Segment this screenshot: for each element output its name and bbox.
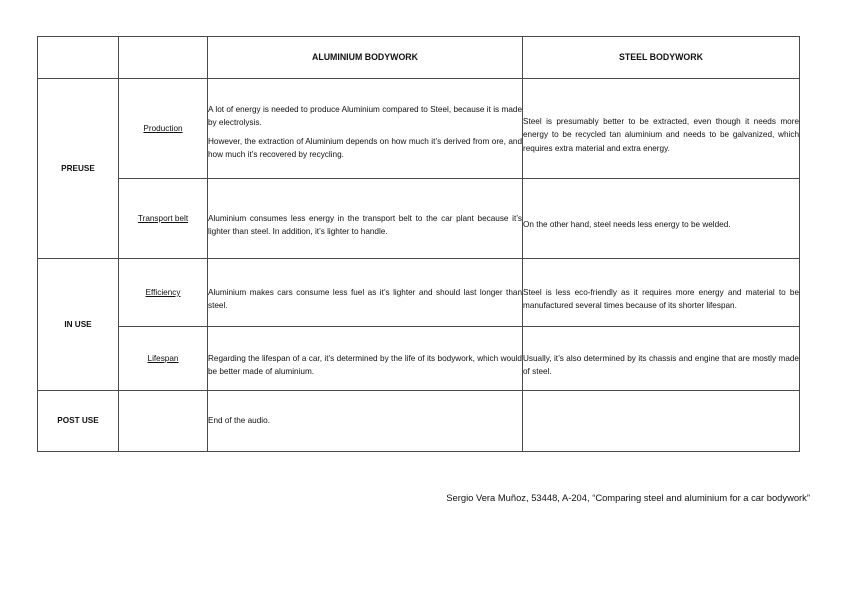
aspect-efficiency: Efficiency [119,259,208,327]
aspect-lifespan: Lifespan [119,327,208,391]
production-aluminium-paragraph-2: However, the extraction of Aluminium depends on how much it’s derived from ore, and how much it’s recovered by recycling. [208,137,522,160]
table-row-production [38,79,800,179]
transport-aluminium-cell: Aluminium consumes less energy in the transport belt to the car plant because it’s lighter than steel. In addition, it’s lighter to handle. [208,179,523,259]
empty-corner-cell [38,37,119,79]
transport-steel-cell: On the other hand, steel needs less energy to be welded. [523,179,800,259]
table-row-transport-belt [38,179,800,259]
table-row-lifespan [38,327,800,391]
post-use-steel-cell [523,391,800,452]
efficiency-aluminium-cell: Aluminium makes cars consume less fuel as it’s lighter and should last longer than steel. [208,259,523,327]
efficiency-steel-cell: Steel is less eco-friendly as it requires more energy and material to be manufactured several times because of its shorter lifespan. [523,259,800,327]
production-aluminium-cell [208,79,523,179]
aspect-production: Production [119,79,208,179]
lifespan-steel-cell: Usually, it’s also determined by its chassis and engine that are mostly made of steel. [523,327,800,391]
header-row [38,37,800,79]
phase-in-use: IN USE [38,259,119,391]
comparison-table [37,36,800,452]
post-use-aluminium-cell: End of the audio. [208,391,523,452]
empty-aspect-header-cell [119,37,208,79]
footer-citation: Sergio Vera Muñoz, 53448, A-204, “Comparing steel and aluminium for a car bodywork” [446,492,810,503]
production-steel-cell: Steel is presumably better to be extracted, even though it needs more energy to be recycled tan aluminium and needs to be galvanized, which requires extra material and extra energy. [523,79,800,179]
phase-post-use: POST USE [38,391,119,452]
aluminium-column-header: ALUMINIUM BODYWORK [208,37,523,79]
aspect-transport-belt: Transport belt [119,179,208,259]
lifespan-aluminium-cell: Regarding the lifespan of a car, it’s determined by the life of its bodywork, which would be better made of aluminium. [208,327,523,391]
post-use-aspect-cell [119,391,208,452]
phase-preuse: PREUSE [38,79,119,259]
steel-column-header: STEEL BODYWORK [523,37,800,79]
table-row-efficiency [38,259,800,327]
table-row-post-use [38,391,800,452]
production-aluminium-paragraph-1: A lot of energy is needed to produce Aluminium compared to Steel, because it is made by electrolysis. [208,104,522,127]
